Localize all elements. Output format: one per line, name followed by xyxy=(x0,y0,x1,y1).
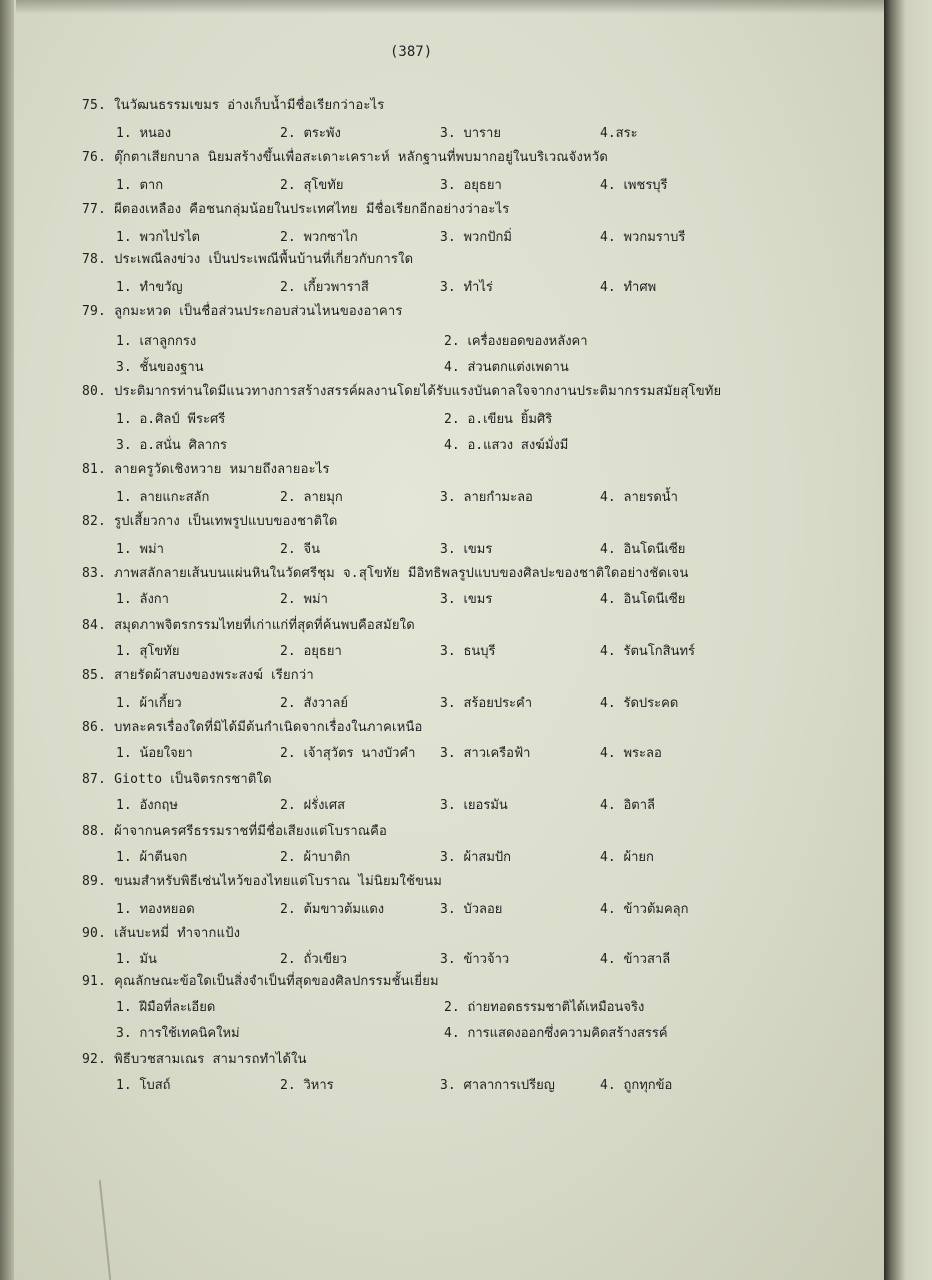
answer-option: 3. อ.สนั่น ศิลากร xyxy=(116,438,228,453)
answer-option: 2. เจ้าสุวัตร นางบัวคำ xyxy=(280,746,416,761)
answer-option: 3. พวกปักมิ่ xyxy=(440,230,512,245)
answer-option: 1. ทองหยอด xyxy=(116,902,195,917)
answer-option: 3. เขมร xyxy=(440,592,493,607)
answer-option: 4.สระ xyxy=(600,126,638,141)
scan-left-edge xyxy=(0,0,14,1280)
question-text: 86. บทละครเรื่องใดที่มิได้มีต้นกำเนิดจากเรื่องในภาคเหนือ xyxy=(82,720,423,735)
answer-option: 4. การแสดงออกซึ่งความคิดสร้างสรรค์ xyxy=(444,1026,668,1041)
answer-option: 4. เพชรบุรี xyxy=(600,178,668,193)
answer-option: 2. ต้มขาวต้มแดง xyxy=(280,902,385,917)
answer-option: 1. พม่า xyxy=(116,542,164,557)
answer-option: 2. ผ้าบาติก xyxy=(280,850,351,865)
answer-option: 1. อ.ศิลป์ พีระศรี xyxy=(116,412,226,427)
answer-option: 3. ศาลาการเปรียญ xyxy=(440,1078,555,1093)
answer-option: 4. ส่วนตกแต่งเพดาน xyxy=(444,360,569,375)
scan-right-edge xyxy=(884,0,932,1280)
answer-option: 4. ลายรดน้ำ xyxy=(600,490,678,505)
question-text: 82. รูปเสี้ยวกาง เป็นเทพรูปแบบของชาติใด xyxy=(82,514,338,529)
question-text: 78. ประเพณีลงข่วง เป็นประเพณีพื้นบ้านที่เกี่ยวกับการใด xyxy=(82,252,414,267)
question-text: 75. ในวัฒนธรรมเขมร อ่างเก็บน้ำมีชื่อเรียกว่าอะไร xyxy=(82,98,385,113)
answer-option: 3. เยอรมัน xyxy=(440,798,508,813)
answer-option: 3. บาราย xyxy=(440,126,501,141)
answer-option: 3. ทำไร่ xyxy=(440,280,493,295)
answer-option: 1. หนอง xyxy=(116,126,172,141)
answer-option: 4. รัดประคด xyxy=(600,696,679,711)
answer-option: 2. ถั่วเขียว xyxy=(280,952,347,967)
answer-option: 1. โบสถ์ xyxy=(116,1078,171,1093)
answer-option: 1. ฝีมือที่ละเอียด xyxy=(116,1000,216,1015)
answer-option: 1. พวกไปรไต xyxy=(116,230,200,245)
answer-option: 2. เครื่องยอดของหลังคา xyxy=(444,334,588,349)
answer-option: 2. ตระพัง xyxy=(280,126,341,141)
answer-option: 4. รัตนโกสินทร์ xyxy=(600,644,696,659)
answer-option: 3. อยุธยา xyxy=(440,178,502,193)
question-text: 81. ลายครูวัดเชิงหวาย หมายถึงลายอะไร xyxy=(82,462,330,477)
answer-option: 2. ฝรั่งเศส xyxy=(280,798,346,813)
scanned-page xyxy=(8,0,886,1280)
answer-option: 1. ลายแกะสลัก xyxy=(116,490,210,505)
question-text: 77. ผีตองเหลือง คือชนกลุ่มน้อยในประเทศไทย มีชื่อเรียกอีกอย่างว่าอะไร xyxy=(82,202,510,217)
answer-option: 3. ธนบุรี xyxy=(440,644,496,659)
answer-option: 4. พระลอ xyxy=(600,746,662,761)
question-text: 89. ขนมสำหรับพิธีเซ่นไหว้ของไทยแต่โบราณ ไม่นิยมใช้ขนม xyxy=(82,874,443,889)
answer-option: 1. ผ้าเกี้ยว xyxy=(116,696,182,711)
question-text: 87. Giotto เป็นจิตรกรชาติใด xyxy=(82,772,272,787)
question-text: 90. เส้นบะหมี่ ทำจากแป้ง xyxy=(82,926,241,941)
question-text: 76. ตุ๊กตาเสียกบาล นิยมสร้างขึ้นเพื่อสะเดาะเคราะห์ หลักฐานที่พบมากอยู่ในบริเวณจังหวัด xyxy=(82,150,608,165)
answer-option: 2. เกี้ยวพาราสี xyxy=(280,280,369,295)
answer-option: 4. พวกมราบรี xyxy=(600,230,686,245)
answer-option: 1. ทำขวัญ xyxy=(116,280,183,295)
answer-option: 4. ข้าวสาลี xyxy=(600,952,671,967)
answer-option: 1. สุโขทัย xyxy=(116,644,180,659)
question-text: 83. ภาพสลักลายเส้นบนแผ่นหินในวัดศรีชุม จ.สุโขทัย มีอิทธิพลรูปแบบของศิลปะของชาติใดอย่างชัดเจน xyxy=(82,566,689,581)
question-text: 80. ประติมากรท่านใดมีแนวทางการสร้างสรรค์ผลงานโดยได้รับแรงบันดาลใจจากงานประติมากรรมสมัยสุโขทัย xyxy=(82,384,722,399)
answer-option: 1. ตาก xyxy=(116,178,164,193)
answer-option: 4. อินโดนีเซีย xyxy=(600,542,686,557)
answer-option: 3. ผ้าสมปัก xyxy=(440,850,512,865)
answer-option: 2. สังวาลย์ xyxy=(280,696,348,711)
answer-option: 2. อ.เขียน ยิ้มศิริ xyxy=(444,412,553,427)
answer-option: 3. ลายกำมะลอ xyxy=(440,490,533,505)
answer-option: 1. น้อยใจยา xyxy=(116,746,193,761)
question-text: 85. สายรัดผ้าสบงของพระสงฆ์ เรียกว่า xyxy=(82,668,314,683)
answer-option: 4. ทำศพ xyxy=(600,280,657,295)
answer-option: 3. สาวเครือฟ้า xyxy=(440,746,531,761)
answer-option: 3. ชั้นของฐาน xyxy=(116,360,204,375)
answer-option: 1. เสาลูกกรง xyxy=(116,334,197,349)
answer-option: 2. อยุธยา xyxy=(280,644,342,659)
answer-option: 2. ลายมุก xyxy=(280,490,343,505)
answer-option: 3. สร้อยประคำ xyxy=(440,696,533,711)
question-list xyxy=(8,0,886,1280)
answer-option: 2. พวกซาไก xyxy=(280,230,358,245)
page-number: (387) xyxy=(390,44,433,60)
answer-option: 1. อังกฤษ xyxy=(116,798,178,813)
answer-option: 2. ถ่ายทอดธรรมชาติได้เหมือนจริง xyxy=(444,1000,645,1015)
answer-option: 4. อ.แสวง สงฆ์มั่งมี xyxy=(444,438,569,453)
question-text: 92. พิธีบวชสามเณร สามารถทำได้ใน xyxy=(82,1052,307,1067)
question-text: 88. ผ้าจากนครศรีธรรมราชที่มีชื่อเสียงแต่โบราณคือ xyxy=(82,824,388,839)
answer-option: 2. สุโขทัย xyxy=(280,178,344,193)
answer-option: 4. อินโดนีเซีย xyxy=(600,592,686,607)
answer-option: 4. ข้าวต้มคลุก xyxy=(600,902,689,917)
question-text: 79. ลูกมะหวด เป็นชื่อส่วนประกอบส่วนไหนของอาคาร xyxy=(82,304,403,319)
answer-option: 3. การใช้เทคนิคใหม่ xyxy=(116,1026,240,1041)
answer-option: 4. ถูกทุกข้อ xyxy=(600,1078,673,1093)
answer-option: 3. บัวลอย xyxy=(440,902,503,917)
answer-option: 2. วิหาร xyxy=(280,1078,334,1093)
question-text: 91. คุณลักษณะข้อใดเป็นสิ่งจำเป็นที่สุดของศิลปกรรมชั้นเยี่ยม xyxy=(82,974,439,989)
answer-option: 1. มัน xyxy=(116,952,157,967)
answer-option: 2. พม่า xyxy=(280,592,328,607)
answer-option: 3. เขมร xyxy=(440,542,493,557)
question-text: 84. สมุดภาพจิตรกรรมไทยที่เก่าแก่ที่สุดที่ค้นพบคือสมัยใด xyxy=(82,618,415,633)
answer-option: 1. ผ้าตีนจก xyxy=(116,850,188,865)
answer-option: 1. ลังกา xyxy=(116,592,169,607)
answer-option: 4. ผ้ายก xyxy=(600,850,654,865)
answer-option: 3. ข้าวจ้าว xyxy=(440,952,510,967)
answer-option: 4. อิตาลี xyxy=(600,798,655,813)
answer-option: 2. จีน xyxy=(280,542,320,557)
